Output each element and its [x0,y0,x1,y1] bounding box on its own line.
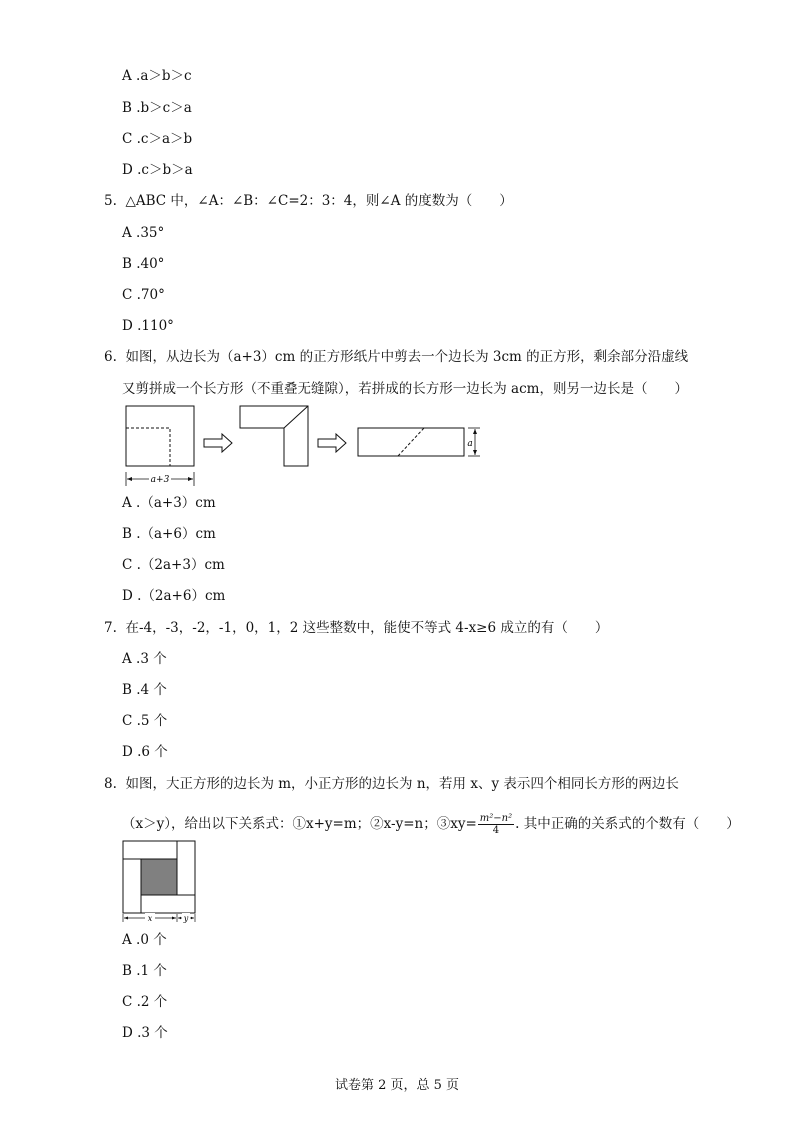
q8-figure [118,838,202,924]
q7-stem: 7. 在-4，-3，-2，-1，0，1，2 这些整数中，能使不等式 4-x≥6 成立的有（ ） [104,620,609,636]
q5-option-c: C .70° [122,287,165,303]
q8-option-b: B .1 个 [122,963,167,979]
q5-option-a: A .35° [122,225,165,241]
q6-label-side: a+3 [150,475,170,485]
page-footer: 试卷第 2 页，总 5 页 [334,1078,460,1093]
q8-fraction [478,813,514,836]
q6-option-b: B .（a+6）cm [122,526,216,542]
q8-label-x: x [147,914,153,923]
q4-option-b: B .b＞c＞a [122,100,192,116]
q6-option-c: C .（2a+3）cm [122,557,225,573]
q6-label-a: a [467,439,473,449]
q8-option-d: D .3 个 [122,1025,168,1041]
q8-label-y: y [183,914,189,923]
q8-small-square [141,859,177,895]
q6-figure [118,400,488,492]
q7-option-d: D .6 个 [122,744,168,760]
q6-square [126,406,194,466]
q6-option-a: A .（a+3）cm [122,495,216,511]
q8-stem-line2 [122,809,740,839]
q5-option-b: B .40° [122,256,165,272]
q7-option-a: A .3 个 [122,651,167,667]
q8-option-a: A .0 个 [122,932,167,948]
q4-option-c: C .c＞a＞b [122,131,193,147]
q8-stem-line2-b: . 其中正确的关系式的个数有（ ） [515,816,740,832]
q8-fraction-numerator: m²−n² [479,813,513,824]
q6-option-d: D .（2a+6）cm [122,588,226,604]
q5-stem: 5. △ABC 中，∠A：∠B：∠C=2：3：4，则∠A 的度数为（ ） [104,193,513,209]
q7-option-c: C .5 个 [122,713,168,729]
q4-option-a: A .a＞b＞c [122,68,192,84]
arrow-right-icon [318,434,346,452]
q8-stem-line2-a: （x＞y），给出以下关系式：①x+y=m；②x-y=n；③xy= [122,816,477,832]
q8-fraction-denominator: 4 [492,825,500,836]
q7-option-b: B .4 个 [122,682,167,698]
q6-rectangle [358,428,464,456]
q6-stem-line1: 6. 如图，从边长为（a+3）cm 的正方形纸片中剪去一个边长为 3cm 的正方形，剩余部分沿虚线 [104,349,689,365]
q8-stem-line1: 8. 如图，大正方形的边长为 m，小正方形的边长为 n，若用 x、y 表示四个相同长方形的两边长 [104,776,679,792]
arrow-right-icon [204,434,232,452]
q8-option-c: C .2 个 [122,994,168,1010]
q6-dashed-cut [126,428,170,466]
q4-option-d: D .c＞b＞a [122,162,193,178]
q5-option-d: D .110° [122,318,174,334]
q6-stem-line2: 又剪拼成一个长方形（不重叠无缝隙），若拼成的长方形一边长为 acm，则另一边长是（ ） [122,381,688,397]
